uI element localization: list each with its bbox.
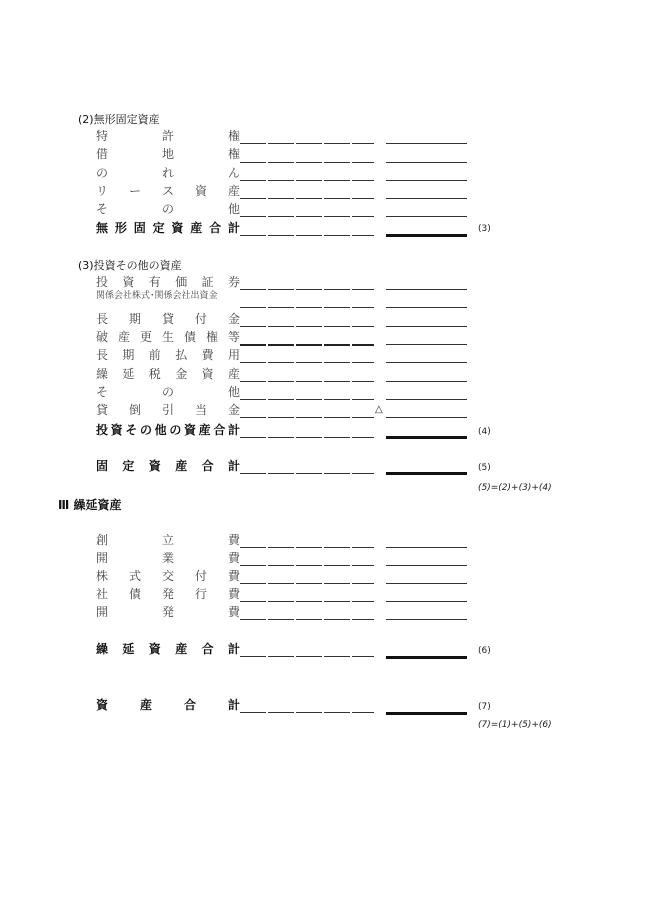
row-label-allowance: 貸 倒 引 当 金: [96, 403, 240, 417]
total-line-goodwill: [386, 180, 467, 181]
entry-line-bond-issue: [240, 601, 374, 602]
row-label-investments-total: 投資その他の資産合計: [96, 423, 240, 437]
entry-line-deferred-total: [240, 656, 374, 657]
row-label-leasehold: 借 地 権: [96, 147, 240, 161]
row-label-investments-other: そ の 他: [96, 385, 240, 399]
total-line-investments-other: [386, 399, 467, 400]
total-line-assets-total: [386, 712, 467, 715]
entry-line-lease-assets: [240, 198, 374, 199]
entry-line-inv-securities: [240, 289, 374, 290]
row-label-business-start: 開 業 費: [96, 551, 240, 565]
entry-line-development: [240, 619, 374, 620]
total-line-stock-issue: [386, 583, 467, 584]
formula-5: (5)=(2)+(3)+(4): [478, 483, 552, 493]
row-label-assets-total: 資 産 合 計: [96, 698, 240, 712]
ref-number-6: (6): [478, 646, 491, 656]
entry-line-investments-total: [240, 437, 374, 438]
total-line-deferred-total: [386, 656, 467, 659]
row-label-deferred-total: 繰 延 資 産 合 計: [96, 642, 240, 656]
total-line-patent: [386, 143, 467, 144]
entry-line-allowance: [240, 417, 374, 418]
entry-line-stock-issue: [240, 583, 374, 584]
total-line-lease-assets: [386, 198, 467, 199]
total-line-bond-issue: [386, 601, 467, 602]
row-label-stock-issue: 株 式 交 付 費: [96, 569, 240, 583]
total-line-organization: [386, 547, 467, 548]
total-line-business-start: [386, 565, 467, 566]
total-line-investments-total: [386, 436, 467, 439]
entry-line-long-term-prepaid: [240, 362, 374, 363]
row-label-patent: 特 許 権: [96, 129, 240, 143]
row-label-fixed-assets-total: 固 定 資 産 合 計: [96, 459, 240, 473]
entry-line-investments-other: [240, 399, 374, 400]
entry-line-organization: [240, 547, 374, 548]
triangle-minus-mark: △: [375, 404, 383, 415]
entry-line-business-start: [240, 565, 374, 566]
ref-number-7: (7): [478, 702, 491, 712]
total-line-bankruptcy-claims: [386, 344, 467, 345]
entry-line-long-term-loans: [240, 326, 374, 327]
row-label-bankruptcy-claims: 破産更生債権等: [96, 330, 240, 344]
total-line-long-term-prepaid: [386, 362, 467, 363]
ref-number-3: (3): [478, 224, 491, 234]
row-label-intangible-total: 無形固定資産合計: [96, 221, 240, 235]
total-line-intangible-total: [386, 234, 467, 237]
entry-line-leasehold: [240, 162, 374, 163]
entry-line-deferred-tax: [240, 381, 374, 382]
entry-line-intangible-other: [240, 216, 374, 217]
row-label-affiliate-shares: 関係会社株式･関係会社出資金: [96, 291, 218, 301]
total-line-affiliate-shares: [386, 307, 467, 308]
total-line-long-term-loans: [386, 326, 467, 327]
entry-line-patent: [240, 143, 374, 144]
total-line-deferred-tax: [386, 381, 467, 382]
row-label-intangible-other: そ の 他: [96, 202, 240, 216]
row-label-long-term-loans: 長 期 貸 付 金: [96, 312, 240, 326]
total-line-development: [386, 619, 467, 620]
section-heading-intangible: (2)無形固定資産: [78, 113, 160, 126]
total-line-allowance: [386, 417, 467, 418]
row-label-development: 開 発 費: [96, 605, 240, 619]
row-label-organization: 創 立 費: [96, 533, 240, 547]
formula-7: (7)=(1)+(5)+(6): [478, 720, 552, 730]
total-line-inv-securities: [386, 289, 467, 290]
total-line-intangible-other: [386, 216, 467, 217]
entry-line-intangible-total: [240, 235, 374, 236]
row-label-long-term-prepaid: 長 期 前 払 費 用: [96, 348, 240, 362]
row-label-deferred-tax: 繰 延 税 金 資 産: [96, 367, 240, 381]
entry-line-fixed-assets-total: [240, 473, 374, 474]
row-label-lease-assets: リ ー ス 資 産: [96, 184, 240, 198]
total-line-leasehold: [386, 162, 467, 163]
entry-line-goodwill: [240, 180, 374, 181]
row-label-inv-securities: 投 資 有 価 証 券: [96, 275, 240, 289]
total-line-fixed-assets-total: [386, 472, 467, 475]
section-heading-investments: (3)投資その他の資産: [78, 259, 182, 272]
entry-line-assets-total: [240, 712, 374, 713]
section-heading-deferred: Ⅲ 繰延資産: [58, 498, 122, 512]
ref-number-5: (5): [478, 463, 491, 473]
entry-line-bankruptcy-claims: [240, 344, 374, 346]
row-label-goodwill: の れ ん: [96, 166, 240, 180]
ref-number-4: (4): [478, 427, 491, 437]
entry-line-affiliate-shares: [240, 307, 374, 308]
row-label-bond-issue: 社 債 発 行 費: [96, 587, 240, 601]
